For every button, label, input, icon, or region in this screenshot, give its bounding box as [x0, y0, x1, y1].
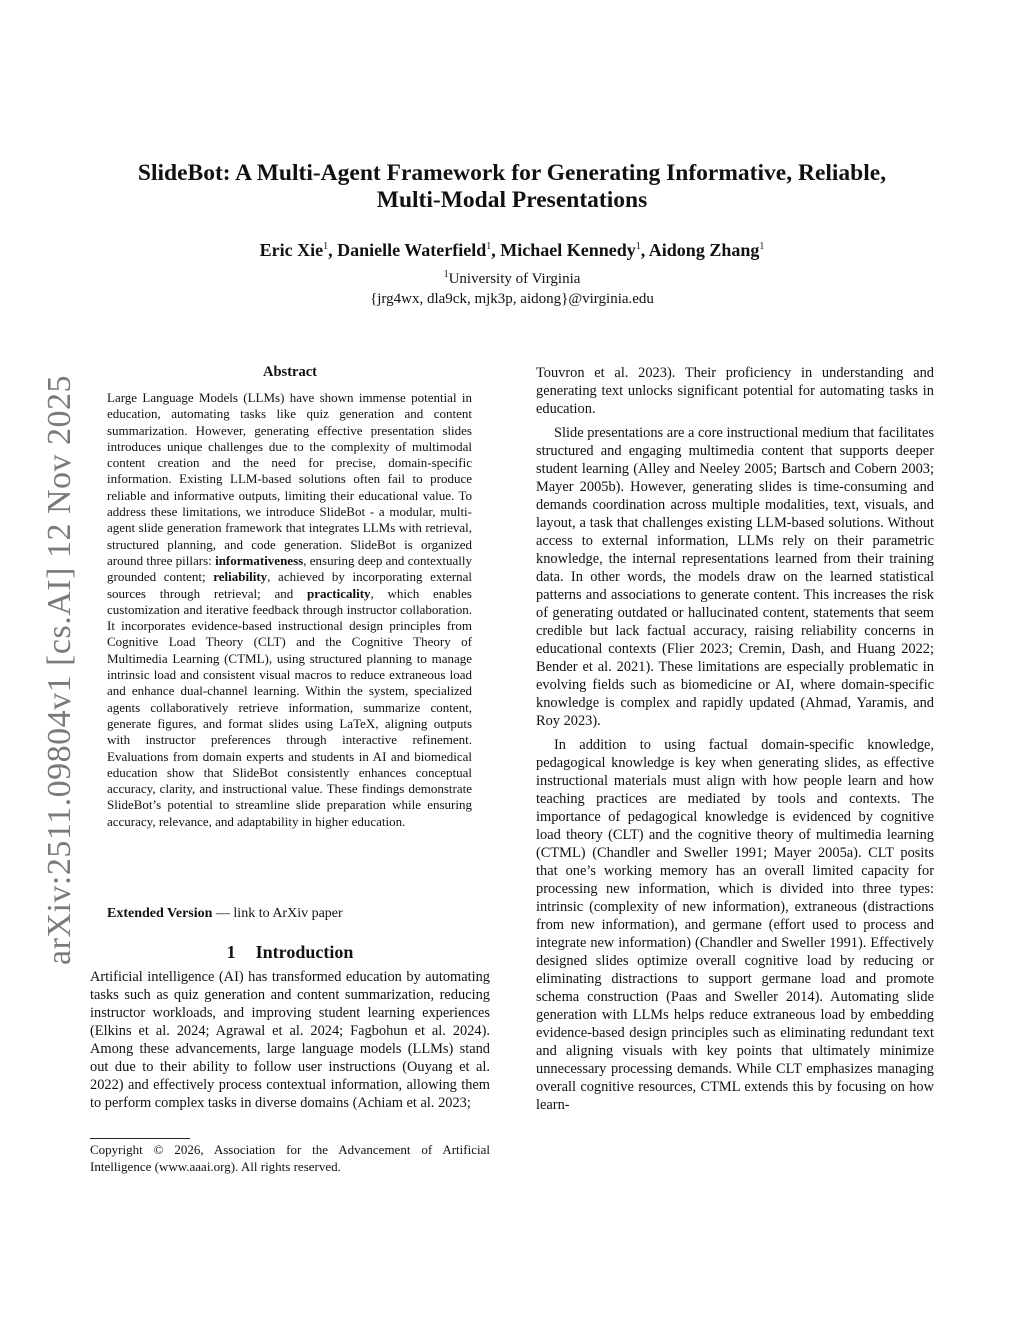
- abstract-text-part: Large Language Models (LLMs) have shown immense potential in education, automating tasks like quiz generation and content summarization. However, generating effective presentation slides introduces unique challenges due to the complexity of multimodal content creation and the need for precise, domain-specific information. Existing LLM-based solutions often fail to produce reliable and informative outputs, limiting their educational value. To address these limitations, we introduce SlideBot - a modular, multi-agent slide generation framework that integrates LLMs with retrieval, structured planning, and code generation. SlideBot is organized around three pillars:: [107, 390, 472, 568]
- title-line-2: Multi-Modal Presentations: [376, 187, 648, 213]
- author-affiliation-mark: 1: [635, 241, 641, 252]
- author-name: Eric Xie: [259, 240, 324, 260]
- affiliation-line: [90, 265, 934, 289]
- title-line-1: SlideBot: A Multi-Agent Framework for Generating Informative, Reliable,: [137, 160, 887, 186]
- arxiv-link[interactable]: — link to ArXiv paper: [212, 906, 343, 921]
- author-name: Michael Kennedy: [500, 240, 636, 260]
- author-name: Danielle Waterfield: [337, 240, 487, 260]
- abstract-emphasis: practicality: [307, 585, 371, 601]
- abstract-emphasis: reliability: [213, 569, 268, 585]
- author-emails: {jrg4wx, dla9ck, mjk3p, aidong}@virginia.edu: [370, 291, 654, 307]
- abstract-text-part: , aligning outputs with instructor preferences through interactive refinement. Evaluations from domain experts and students in AI and biomedical education show that SlideBot consistently enhances conceptual accuracy, clarity, and instructional value. These findings demonstrate SlideBot’s potential to streamline slide preparation while ensuring accuracy, relevance, and adaptability in higher education.: [107, 715, 472, 829]
- section-heading-introduction: [90, 942, 490, 963]
- body-paragraph: Slide presentations are a core instructional medium that facilitates structured and engaging multimedia content that supports deeper student learning (Alley and Neeley 2005; Bartsch and Cobern 2003; Mayer 2005b). However, generating slides is time-consuming and demands coordination across multiple modalities, text, visuals, and layout, a task that challenges existing LLM-based solutions. Without access to external information, LLMs rely on their parametric knowledge, the internal representations learned from their training data. In other words, the models draw on the learned statistical patterns and associations to generate content. This increases the risk of generating outdated or hallucinated content, statements that seem credible but lack factual accuracy, raising reliability concerns in educational contexts (Flier 2023; Cremin, Dash, and Huang 2022; Bender et al. 2021). These limitations are especially problematic in evolving fields such as biomedicine or AI, where domain-specific knowledge is complex and rapidly updated (Ahmad, Yaramis, and Roy 2023).: [536, 425, 934, 729]
- arxiv-identifier: arXiv:2511.09804v1 [cs.AI] 12 Nov 2025: [41, 375, 78, 965]
- abstract-emphasis: informativeness: [215, 552, 304, 568]
- introduction-paragraph: Artificial intelligence (AI) has transformed education by automating tasks such as quiz generation and content summarization, reducing instructor workloads, and improving student learning experiences (Elkins et al. 2024; Agrawal et al. 2024; Fagbohun et al. 2024). Among these advancements, large language models (LLMs) stand out due to their ability to follow user instructions (Ouyang et al. 2022) and effectively process contextual information, allowing them to perform complex tasks in diverse domains (Achiam et al. 2023;: [90, 969, 490, 1111]
- institution-name: University of Virginia: [448, 271, 581, 287]
- author-affiliation-mark: 1: [759, 241, 765, 252]
- abstract-text-part: , achieved by incorporating external sources through retrieval; and: [107, 569, 472, 601]
- extended-version-label: Extended Version: [107, 906, 213, 921]
- body-paragraph: Touvron et al. 2023). Their proficiency in understanding and generating text unlocks significant potential for automating tasks in education.: [536, 365, 934, 417]
- section-number: 1: [226, 942, 236, 962]
- author-name: Aidong Zhang: [648, 240, 760, 260]
- author-affiliation-mark: 1: [486, 241, 492, 252]
- paper-title: [90, 160, 934, 214]
- abstract-text-part: , which enables customization and iterative feedback through instructor collaboration. It incorporates evidence-based instructional design principles from Cognitive Load Theory (CLT) and the Cognitive Theory of Multimedia Learning (CTML), using structured planning to manage intrinsic load and consistent visual macros to reduce extraneous load and enhance dual-channel learning. Within the system, specialized agents collaboratively retrieve information, summarize content, generate figures, and format slides using: [107, 585, 472, 731]
- section-title: Introduction: [255, 942, 354, 962]
- body-paragraph: In addition to using factual domain-specific knowledge, pedagogical knowledge is key when generating slides, as effective instructional materials must align with how people learn and how teaching practices are mediated by tools and contexts. The importance of pedagogical knowledge is evidenced by cognitive load theory (CLT) and the cognitive theory of multimedia learning (CTML) (Chandler and Sweller 1991; Mayer 2005a). CLT posits that one’s working memory has an overall limited capacity for processing new information, which is divided into three types: intrinsic (complexity of new information), extraneous (distractions from new information), and germane (effort used to process and integrate new information) (Chandler and Sweller 1991). Effectively designed slides optimize overall cognitive load by reducing or eliminating distractions to support germane load and promote schema construction (Paas and Sweller 2014). Automating slide generation with LLMs helps reduce extraneous load by embedding evidence-based design principles such as eliminating redundant text and aligning visuals with key points that ultimately minimize unnecessary processing demands. While CLT emphasizes managing overall cognitive resources, CTML extends this by focusing on how learn-: [536, 737, 934, 1113]
- copyright-notice: Copyright © 2026, Association for the Advancement of Artificial Intelligence (www.aaai.org). All rights reserved.: [90, 1142, 490, 1174]
- footnote-rule: [90, 1138, 190, 1139]
- affiliation-block: [90, 265, 934, 309]
- author-affiliation-mark: 1: [323, 241, 329, 252]
- abstract-heading: Abstract: [263, 364, 317, 380]
- abstract-text: [107, 390, 472, 830]
- abstract-text-part: , ensuring deep and contextually grounded content;: [107, 552, 472, 585]
- right-column: [536, 364, 934, 1120]
- author-list: Eric Xie$^1$, Danielle Waterfield$^1$, Michael Kennedy$^1$, Aidong Zhang$^1$: [259, 240, 765, 260]
- extended-version-line: [107, 906, 472, 922]
- affiliation-mark: 1: [443, 269, 449, 280]
- latex-logo: LaTeX: [339, 715, 376, 731]
